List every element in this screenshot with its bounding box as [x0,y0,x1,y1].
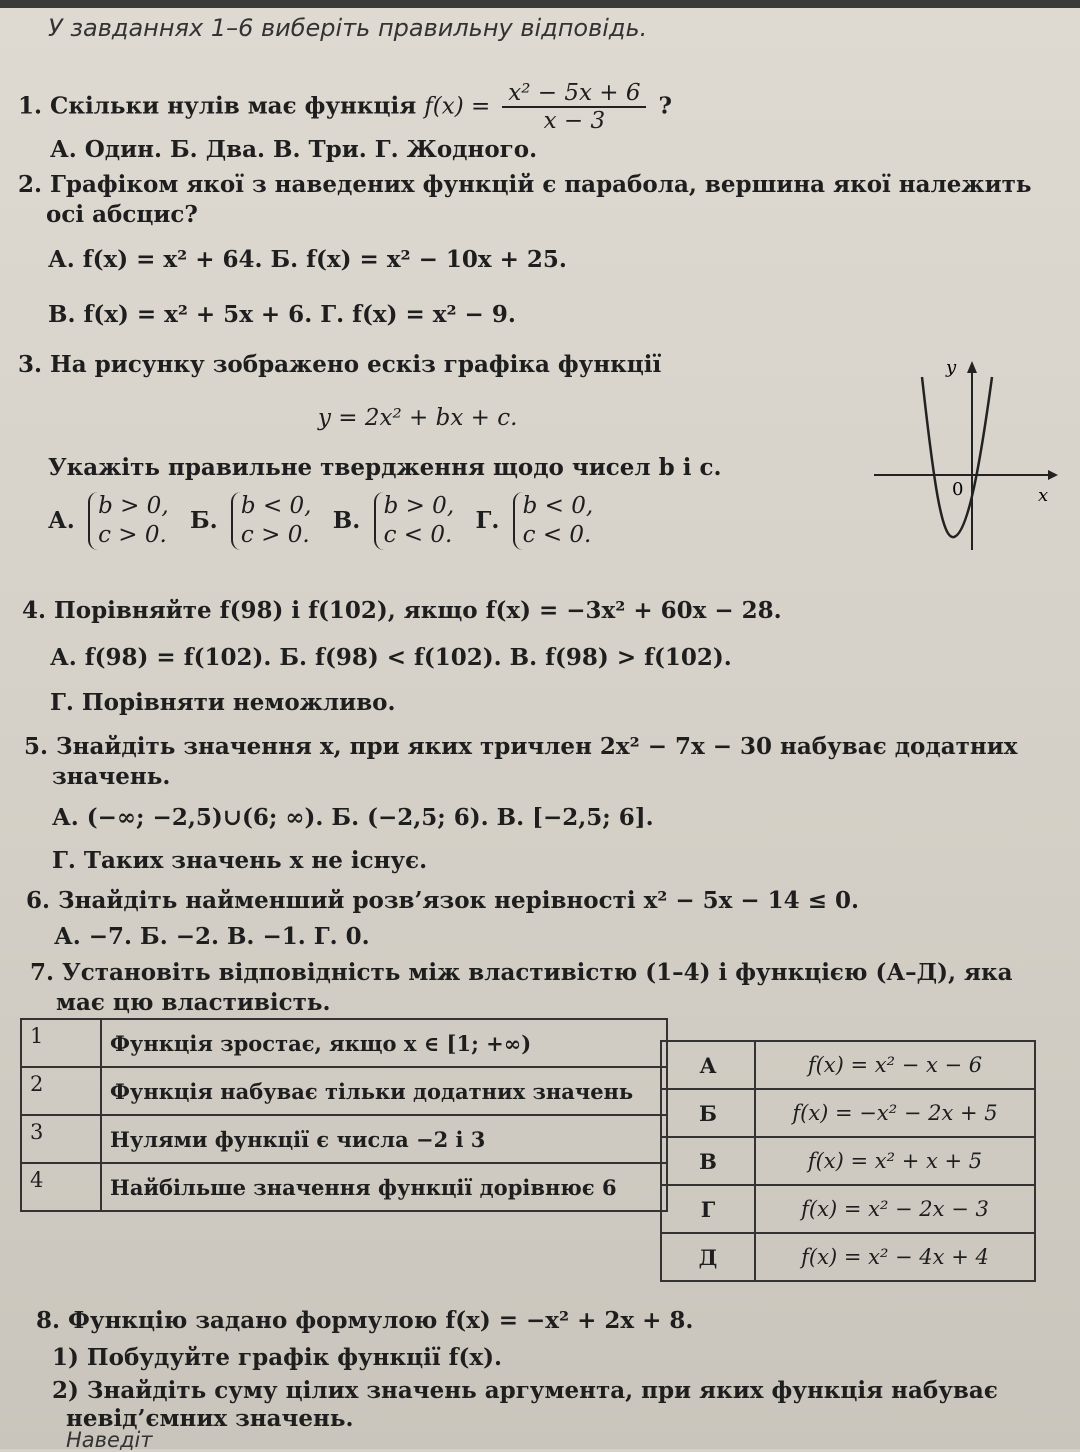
function-letter: Д [661,1233,755,1281]
question-8 [36,1308,693,1334]
table-row [661,1137,1035,1185]
q3-opt-a-label: А. [48,506,75,534]
function-letter: Б [661,1089,755,1137]
question-4 [22,598,782,624]
q3-line2: Укажіть правильне твердження щодо чисел b і c. [48,454,722,481]
q2-number: 2. [18,171,43,198]
q3-opt-v-top: b > 0, [383,493,455,519]
q2-options-1: А. f(x) = x² + 64. Б. f(x) = x² − 10x + 25. [48,246,567,273]
q7-line2: має цю властивість. [56,989,331,1016]
table-row [661,1233,1035,1281]
question-6 [26,888,859,914]
table-row [661,1041,1035,1089]
q1-numerator: x² − 5x + 6 [502,80,646,108]
q5-options-1: А. (−∞; −2,5)∪(6; ∞). Б. (−2,5; 6). В. [−2,5; 6]. [52,804,654,831]
q6-options: А. −7. Б. −2. В. −1. Г. 0. [54,923,370,950]
q8-cut-text: Наведіт [66,1428,153,1452]
q3-opt-a-system [88,492,169,550]
q5-line2: значень. [52,763,171,790]
q1-text: Скільки нулів має функція [50,92,417,120]
table-row [21,1115,667,1163]
parabola-sketch [872,355,1062,555]
q3-formula: y = 2x² + bx + c. [318,405,518,431]
q1-denominator: x − 3 [543,108,606,135]
question-5 [24,734,1017,760]
property-text: Нулями функції є числа −2 і 3 [101,1115,667,1163]
q3-options [48,492,607,550]
q3-opt-v-bottom: c < 0. [383,521,453,548]
instructions-header: У завданнях 1–6 виберіть правильну відповідь. [48,14,648,42]
q1-qmark: ? [658,92,672,120]
function-letter: Г [661,1185,755,1233]
q3-opt-g-top: b < 0, [522,493,594,519]
q4-line1: Порівняйте f(98) і f(102), якщо f(x) = −3x² + 60x − 28. [54,597,782,624]
origin-label: 0 [952,479,964,500]
q3-opt-a-top: b > 0, [98,493,169,519]
y-label: y [946,357,957,378]
q8-line1: Функцію задано формулою f(x) = −x² + 2x + 8. [68,1307,694,1334]
parabola-curve [922,377,992,537]
q3-opt-a-bottom: c > 0. [98,521,167,548]
property-number: 4 [21,1163,101,1211]
function-formula: f(x) = x² + x + 5 [755,1137,1035,1185]
q7-number: 7. [30,959,55,986]
functions-table [660,1040,1036,1282]
q1-options: А. Один. Б. Два. В. Три. Г. Жодного. [50,136,538,163]
property-number: 3 [21,1115,101,1163]
q3-opt-b-bottom: c > 0. [240,521,310,548]
property-number: 1 [21,1019,101,1067]
function-formula: f(x) = −x² − 2x + 5 [755,1089,1035,1137]
x-axis-arrow [1048,470,1058,480]
q2-options-2: В. f(x) = x² + 5x + 6. Г. f(x) = x² − 9. [48,301,516,328]
property-text: Найбільше значення функції дорівнює 6 [101,1163,667,1211]
q6-line1: Знайдіть найменший розв’язок нерівності x² − 5x − 14 ≤ 0. [58,887,859,914]
q3-opt-b-top: b < 0, [240,493,312,519]
top-edge [0,0,1080,8]
q3-opt-v-label: В. [332,506,361,534]
question-3 [18,352,661,378]
q3-number: 3. [18,351,43,378]
function-formula: f(x) = x² − 4x + 4 [755,1233,1035,1281]
q5-line1: Знайдіть значення x, при яких тричлен 2x² − 7x − 30 набуває додатних [56,733,1018,760]
q4-number: 4. [22,597,47,624]
q8-sub1: 1) Побудуйте графік функції f(x). [52,1344,502,1371]
q8-number: 8. [36,1307,61,1334]
q3-opt-v-system [374,492,455,550]
q1-fraction [502,80,646,135]
q2-line1: Графіком якої з наведених функцій є парабола, вершина якої належить [50,171,1032,198]
q3-opt-b-system [231,492,312,550]
q3-opt-g-system [513,492,594,550]
q4-options-1: А. f(98) = f(102). Б. f(98) < f(102). В. f(98) > f(102). [50,644,732,671]
properties-table [20,1018,668,1212]
q4-options-2: Г. Порівняти неможливо. [50,689,396,716]
q8-sub2b: невід’ємних значень. [66,1405,354,1432]
function-formula: f(x) = x² − 2x − 3 [755,1185,1035,1233]
q3-opt-g-label: Г. [475,506,500,534]
x-label: x [1038,485,1049,506]
q3-line1: На рисунку зображено ескіз графіка функції [50,351,662,378]
property-text: Функція зростає, якщо x ∈ [1; +∞) [101,1019,667,1067]
function-letter: А [661,1041,755,1089]
table-row [21,1019,667,1067]
q6-number: 6. [26,887,51,914]
q1-fx: f(x) = [424,93,491,120]
y-axis-arrow [967,361,977,373]
q5-number: 5. [24,733,49,760]
property-text: Функція набуває тільки додатних значень [101,1067,667,1115]
table-row [661,1185,1035,1233]
function-formula: f(x) = x² − x − 6 [755,1041,1035,1089]
question-1 [18,80,672,135]
table-row [21,1067,667,1115]
property-number: 2 [21,1067,101,1115]
table-row [661,1089,1035,1137]
question-2 [18,172,1032,198]
function-letter: В [661,1137,755,1185]
q5-options-2: Г. Таких значень x не існує. [52,847,428,874]
q8-sub2a: 2) Знайдіть суму цілих значень аргумента, при яких функція набуває [52,1377,998,1404]
q2-line2: осі абсцис? [46,201,198,228]
q1-number: 1. [18,92,43,120]
q3-opt-g-bottom: c < 0. [522,521,592,548]
q3-opt-b-label: Б. [189,506,218,534]
q7-line1: Установіть відповідність між властивістю (1–4) і функцією (А–Д), яка [62,959,1013,986]
table-row [21,1163,667,1211]
question-7 [30,960,1013,986]
